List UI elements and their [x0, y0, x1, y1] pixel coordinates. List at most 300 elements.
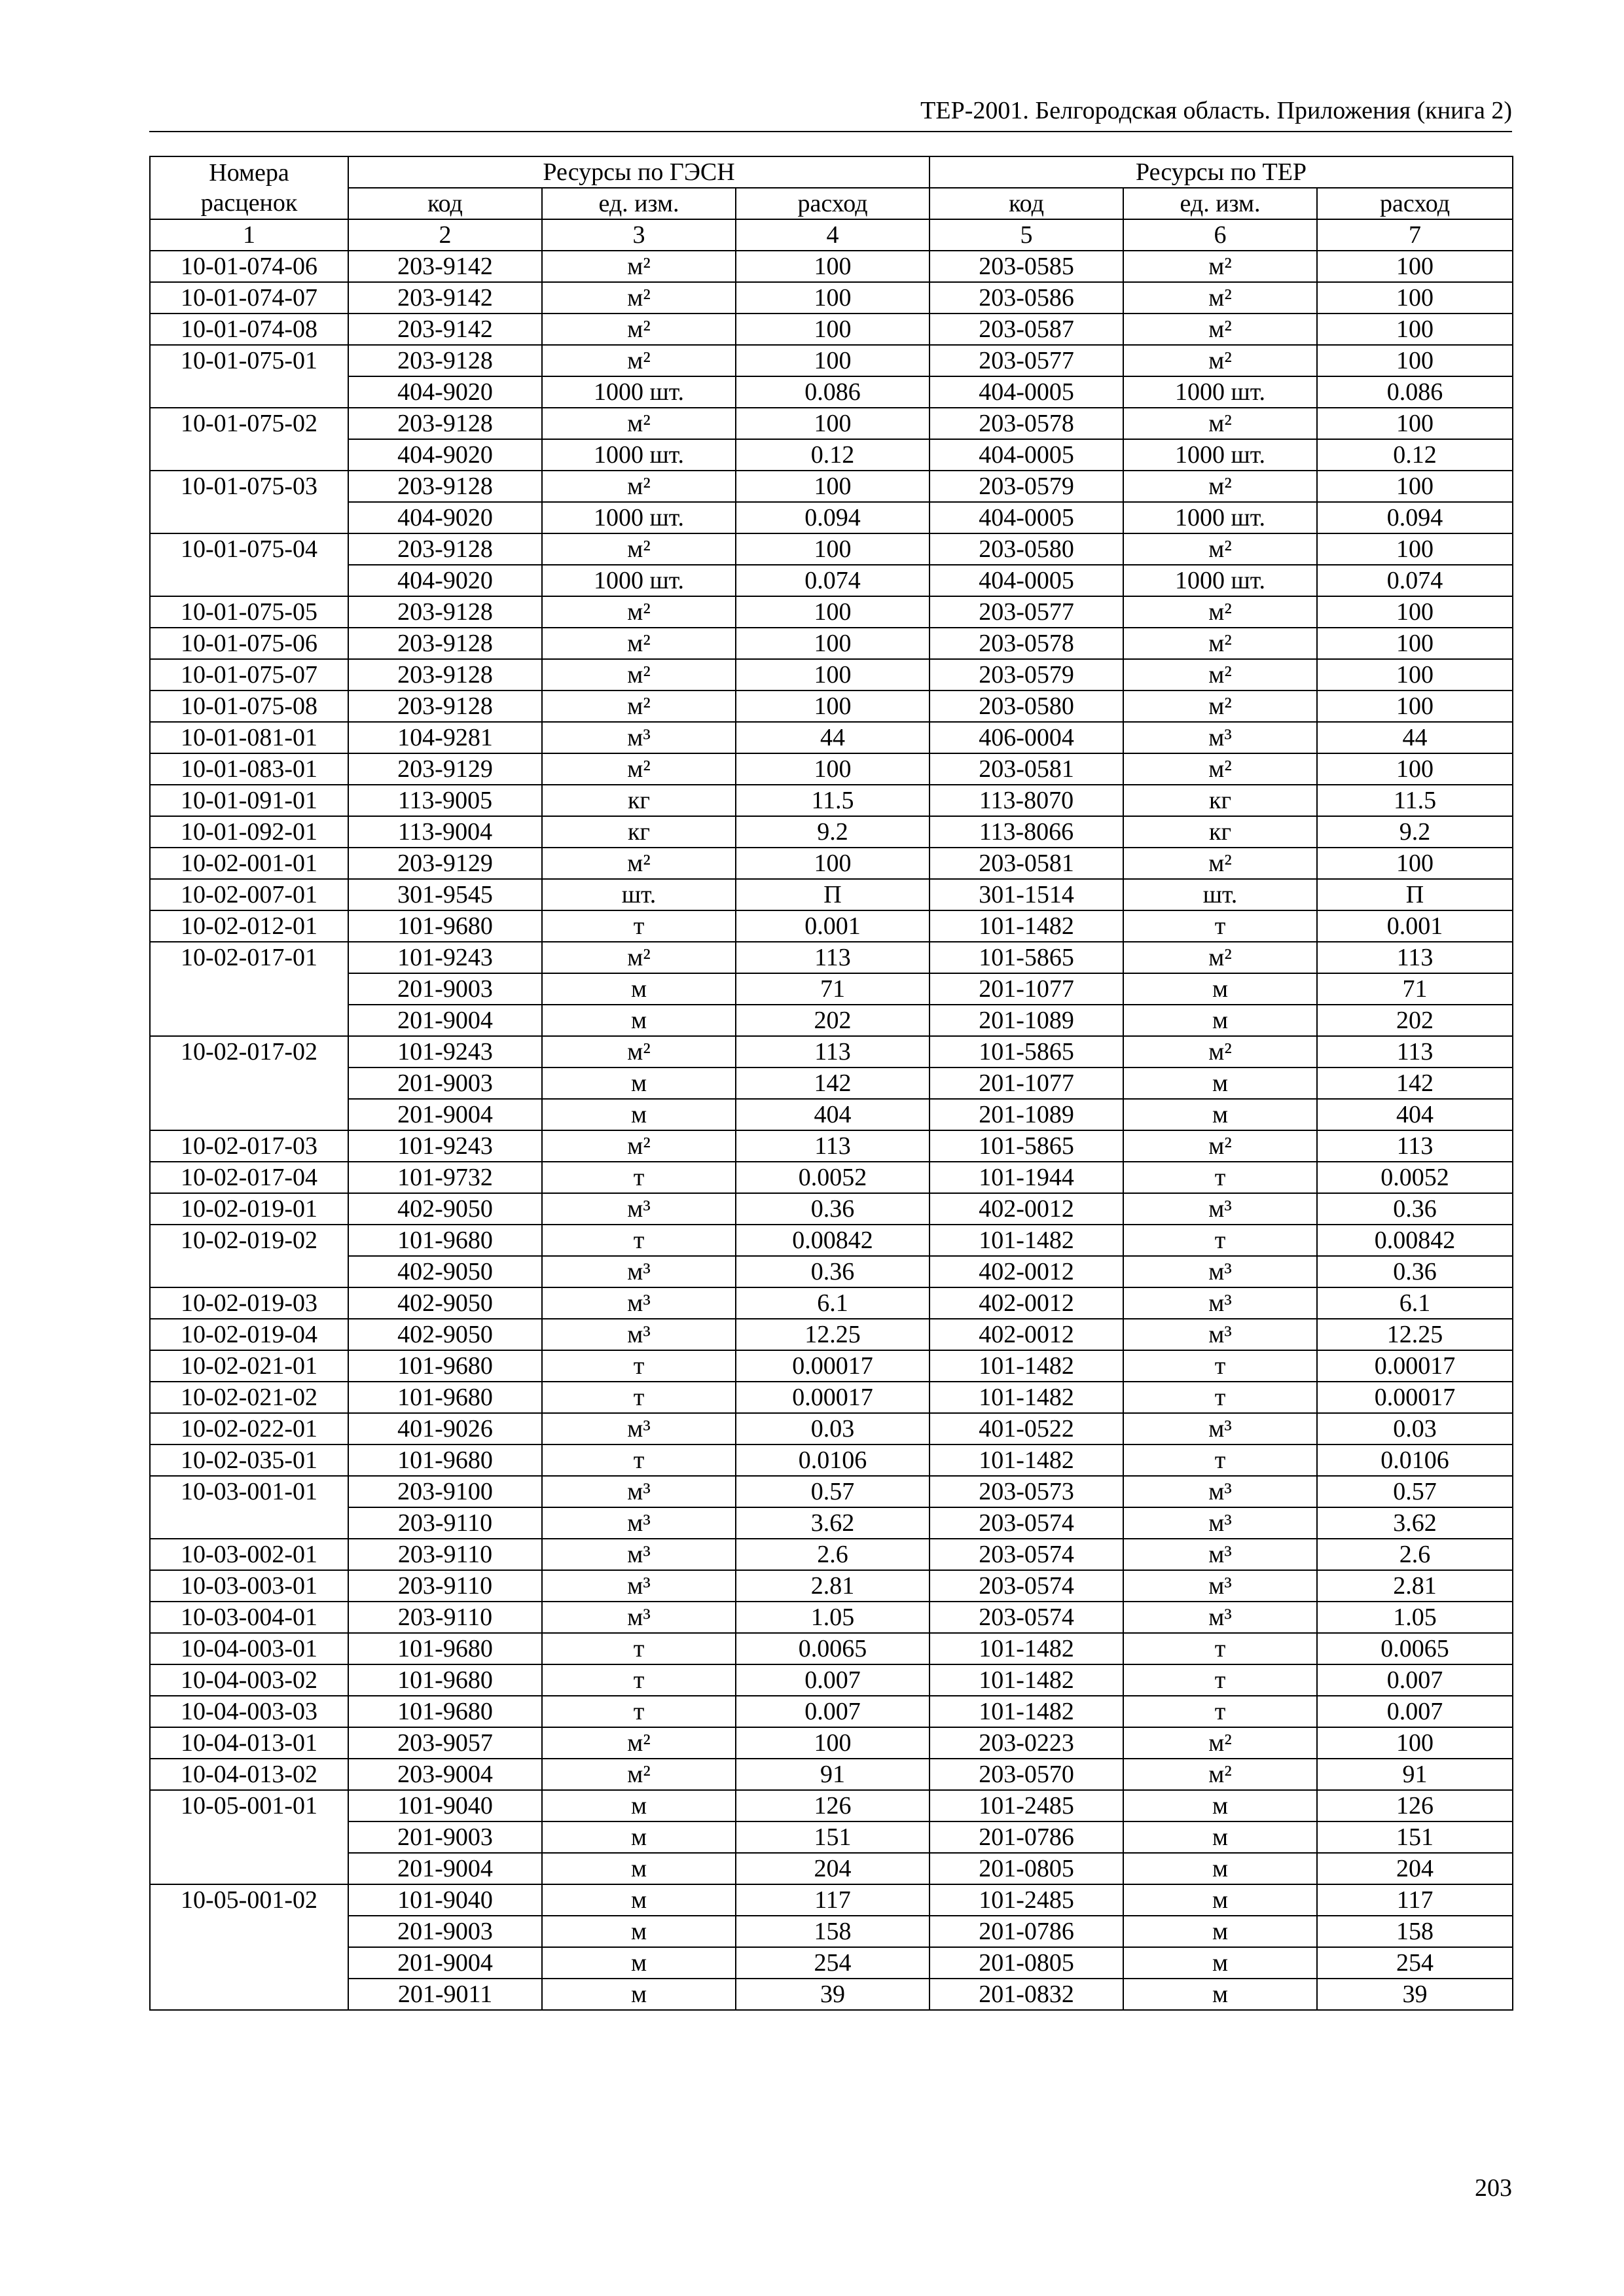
- gesn-quantity-cell: 0.00842: [736, 1225, 929, 1256]
- gesn-quantity-cell: 0.007: [736, 1664, 929, 1696]
- rate-number-cell: 10-02-019-02: [150, 1225, 348, 1256]
- ter-code-cell: 301-1514: [929, 879, 1123, 910]
- gesn-quantity-cell: 0.001: [736, 910, 929, 942]
- ter-quantity-cell: 3.62: [1317, 1507, 1513, 1539]
- gesn-unit-cell: 1000 шт.: [542, 502, 736, 533]
- ter-code-cell: 203-0577: [929, 596, 1123, 628]
- gesn-unit-cell: т: [542, 1633, 736, 1664]
- gesn-code-cell: 201-9004: [348, 1099, 542, 1130]
- ter-unit-cell: м²: [1123, 942, 1317, 973]
- gesn-unit-cell: м²: [542, 1036, 736, 1067]
- table-row: [150, 1539, 1513, 1570]
- gesn-unit-cell: м³: [542, 1287, 736, 1319]
- gesn-quantity-cell: 6.1: [736, 1287, 929, 1319]
- ter-unit-cell: 1000 шт.: [1123, 502, 1317, 533]
- ter-quantity-cell: 100: [1317, 753, 1513, 785]
- ter-unit-cell: т: [1123, 1382, 1317, 1413]
- rate-number-continuation: [150, 1507, 348, 1539]
- ter-unit-cell: м: [1123, 1979, 1317, 2010]
- gesn-unit-cell: м³: [542, 1193, 736, 1225]
- gesn-unit-cell: м: [542, 1947, 736, 1979]
- gesn-quantity-cell: 0.094: [736, 502, 929, 533]
- gesn-unit-cell: м²: [542, 596, 736, 628]
- rate-number-continuation: [150, 439, 348, 471]
- gesn-quantity-cell: 0.36: [736, 1193, 929, 1225]
- ter-unit-cell: 1000 шт.: [1123, 439, 1317, 471]
- ter-code-cell: 201-0805: [929, 1947, 1123, 1979]
- ter-code-cell: 203-0574: [929, 1570, 1123, 1602]
- gesn-unit-cell: м²: [542, 659, 736, 691]
- rate-number-cell: 10-02-019-01: [150, 1193, 348, 1225]
- gesn-unit-header: ед. изм.: [542, 188, 736, 219]
- table-row: [150, 848, 1513, 879]
- column-number: 6: [1123, 219, 1317, 251]
- gesn-quantity-cell: 0.03: [736, 1413, 929, 1444]
- gesn-unit-cell: м: [542, 1790, 736, 1821]
- gesn-code-cell: 201-9004: [348, 1005, 542, 1036]
- gesn-quantity-cell: 1.05: [736, 1602, 929, 1633]
- gesn-quantity-cell: 113: [736, 1036, 929, 1067]
- ter-unit-cell: м: [1123, 1821, 1317, 1853]
- gesn-quantity-cell: 100: [736, 533, 929, 565]
- ter-unit-cell: м: [1123, 973, 1317, 1005]
- ter-unit-cell: кг: [1123, 816, 1317, 848]
- gesn-code-cell: 113-9004: [348, 816, 542, 848]
- gesn-unit-cell: м: [542, 1067, 736, 1099]
- rate-number-continuation: [150, 1099, 348, 1130]
- gesn-quantity-cell: 3.62: [736, 1507, 929, 1539]
- page-number: 203: [1475, 2174, 1512, 2202]
- gesn-code-cell: 203-9129: [348, 753, 542, 785]
- ter-unit-cell: м: [1123, 1947, 1317, 1979]
- rate-number-cell: 10-02-019-04: [150, 1319, 348, 1350]
- table-row: [150, 1005, 1513, 1036]
- rate-number-cell: 10-03-003-01: [150, 1570, 348, 1602]
- ter-quantity-cell: 100: [1317, 408, 1513, 439]
- ter-unit-cell: м: [1123, 1790, 1317, 1821]
- ter-code-cell: 203-0580: [929, 691, 1123, 722]
- ter-code-cell: 401-0522: [929, 1413, 1123, 1444]
- table-row: [150, 533, 1513, 565]
- gesn-code-cell: 101-9040: [348, 1884, 542, 1916]
- gesn-quantity-cell: 100: [736, 1727, 929, 1759]
- gesn-unit-cell: кг: [542, 816, 736, 848]
- table-row: [150, 1036, 1513, 1067]
- gesn-code-cell: 203-9142: [348, 251, 542, 282]
- gesn-unit-cell: м³: [542, 1319, 736, 1350]
- table-row: [150, 1979, 1513, 2010]
- ter-unit-cell: т: [1123, 1633, 1317, 1664]
- header-row-2: [150, 188, 1513, 219]
- table-row: [150, 785, 1513, 816]
- gesn-code-cell: 113-9005: [348, 785, 542, 816]
- gesn-quantity-cell: 44: [736, 722, 929, 753]
- ter-quantity-cell: 0.36: [1317, 1193, 1513, 1225]
- ter-unit-cell: м³: [1123, 722, 1317, 753]
- table-row: [150, 1350, 1513, 1382]
- ter-unit-cell: т: [1123, 1350, 1317, 1382]
- gesn-quantity-cell: 254: [736, 1947, 929, 1979]
- gesn-unit-cell: кг: [542, 785, 736, 816]
- table-row: [150, 1570, 1513, 1602]
- gesn-unit-cell: м: [542, 1853, 736, 1884]
- rate-numbers-header-label: Номера расценок: [200, 159, 298, 217]
- ter-unit-cell: м²: [1123, 1130, 1317, 1162]
- ter-unit-cell: 1000 шт.: [1123, 565, 1317, 596]
- gesn-quantity-cell: 12.25: [736, 1319, 929, 1350]
- gesn-quantity-cell: 117: [736, 1884, 929, 1916]
- gesn-code-cell: 101-9680: [348, 1350, 542, 1382]
- gesn-quantity-cell: 158: [736, 1916, 929, 1947]
- rate-number-cell: 10-03-004-01: [150, 1602, 348, 1633]
- gesn-code-cell: 203-9128: [348, 471, 542, 502]
- gesn-quantity-cell: 91: [736, 1759, 929, 1790]
- gesn-quantity-cell: 100: [736, 345, 929, 376]
- ter-code-cell: 203-0586: [929, 282, 1123, 314]
- gesn-code-cell: 101-9680: [348, 1444, 542, 1476]
- ter-unit-cell: м³: [1123, 1476, 1317, 1507]
- ter-code-cell: 101-2485: [929, 1884, 1123, 1916]
- ter-unit-cell: м³: [1123, 1319, 1317, 1350]
- ter-code-cell: 203-0587: [929, 314, 1123, 345]
- gesn-unit-cell: т: [542, 910, 736, 942]
- ter-unit-cell: м²: [1123, 1759, 1317, 1790]
- column-number: 4: [736, 219, 929, 251]
- gesn-code-cell: 404-9020: [348, 565, 542, 596]
- gesn-code-cell: 401-9026: [348, 1413, 542, 1444]
- rate-number-cell: 10-01-075-06: [150, 628, 348, 659]
- table-row: [150, 1382, 1513, 1413]
- ter-quantity-cell: 0.007: [1317, 1696, 1513, 1727]
- ter-code-cell: 203-0579: [929, 659, 1123, 691]
- ter-quantity-cell: 0.086: [1317, 376, 1513, 408]
- rate-number-cell: 10-01-075-04: [150, 533, 348, 565]
- ter-quantity-cell: 100: [1317, 659, 1513, 691]
- ter-code-cell: 101-2485: [929, 1790, 1123, 1821]
- ter-unit-cell: т: [1123, 1225, 1317, 1256]
- ter-quantity-cell: 100: [1317, 282, 1513, 314]
- gesn-code-cell: 101-9243: [348, 1036, 542, 1067]
- ter-unit-cell: м: [1123, 1884, 1317, 1916]
- ter-quantity-cell: 100: [1317, 596, 1513, 628]
- gesn-quantity-cell: 142: [736, 1067, 929, 1099]
- gesn-unit-cell: м: [542, 1821, 736, 1853]
- gesn-code-cell: 101-9680: [348, 910, 542, 942]
- rate-number-cell: 10-01-075-05: [150, 596, 348, 628]
- table-row: [150, 1664, 1513, 1696]
- rate-number-cell: 10-01-092-01: [150, 816, 348, 848]
- ter-unit-cell: м²: [1123, 753, 1317, 785]
- gesn-unit-cell: м³: [542, 1602, 736, 1633]
- table-head: [150, 156, 1513, 251]
- table-row: [150, 1821, 1513, 1853]
- ter-unit-cell: м³: [1123, 1602, 1317, 1633]
- ter-unit-cell: м²: [1123, 596, 1317, 628]
- rate-number-cell: 10-02-017-04: [150, 1162, 348, 1193]
- ter-quantity-cell: 39: [1317, 1979, 1513, 2010]
- ter-unit-cell: м²: [1123, 533, 1317, 565]
- gesn-code-cell: 203-9057: [348, 1727, 542, 1759]
- gesn-code-cell: 101-9243: [348, 1130, 542, 1162]
- gesn-unit-cell: м: [542, 1884, 736, 1916]
- table-row: [150, 251, 1513, 282]
- ter-code-cell: 101-1482: [929, 910, 1123, 942]
- rate-number-cell: 10-02-001-01: [150, 848, 348, 879]
- table-row: [150, 596, 1513, 628]
- rate-number-continuation: [150, 1256, 348, 1287]
- gesn-code-cell: 203-9110: [348, 1539, 542, 1570]
- gesn-quantity-cell: 0.36: [736, 1256, 929, 1287]
- table-row: [150, 942, 1513, 973]
- gesn-code-cell: 301-9545: [348, 879, 542, 910]
- ter-code-cell: 101-5865: [929, 1130, 1123, 1162]
- ter-unit-cell: 1000 шт.: [1123, 376, 1317, 408]
- gesn-code-header: код: [348, 188, 542, 219]
- ter-unit-cell: м²: [1123, 408, 1317, 439]
- gesn-unit-cell: 1000 шт.: [542, 376, 736, 408]
- ter-quantity-cell: 0.007: [1317, 1664, 1513, 1696]
- rate-number-continuation: [150, 502, 348, 533]
- ter-quantity-cell: 44: [1317, 722, 1513, 753]
- ter-unit-cell: шт.: [1123, 879, 1317, 910]
- rate-number-cell: 10-05-001-02: [150, 1884, 348, 1916]
- ter-code-cell: 201-1089: [929, 1005, 1123, 1036]
- table-row: [150, 1225, 1513, 1256]
- ter-unit-cell: т: [1123, 910, 1317, 942]
- gesn-code-cell: 203-9128: [348, 691, 542, 722]
- table-row: [150, 565, 1513, 596]
- gesn-code-cell: 203-9128: [348, 345, 542, 376]
- gesn-unit-cell: 1000 шт.: [542, 439, 736, 471]
- gesn-quantity-cell: 0.00017: [736, 1382, 929, 1413]
- gesn-quantity-cell: 113: [736, 942, 929, 973]
- ter-code-cell: 203-0570: [929, 1759, 1123, 1790]
- gesn-quantity-cell: 0.0065: [736, 1633, 929, 1664]
- ter-unit-cell: м²: [1123, 314, 1317, 345]
- ter-code-cell: 101-1482: [929, 1664, 1123, 1696]
- ter-quantity-cell: 151: [1317, 1821, 1513, 1853]
- rate-number-cell: 10-02-021-02: [150, 1382, 348, 1413]
- table-row: [150, 659, 1513, 691]
- gesn-unit-cell: т: [542, 1350, 736, 1382]
- gesn-code-cell: 104-9281: [348, 722, 542, 753]
- ter-code-cell: 404-0005: [929, 439, 1123, 471]
- rate-number-cell: 10-04-003-03: [150, 1696, 348, 1727]
- ter-code-cell: 402-0012: [929, 1319, 1123, 1350]
- gesn-quantity-cell: 100: [736, 753, 929, 785]
- ter-code-cell: 203-0574: [929, 1602, 1123, 1633]
- column-number: 2: [348, 219, 542, 251]
- gesn-quantity-cell: 9.2: [736, 816, 929, 848]
- ter-code-cell: 203-0578: [929, 628, 1123, 659]
- ter-quantity-cell: 91: [1317, 1759, 1513, 1790]
- gesn-code-cell: 201-9003: [348, 1916, 542, 1947]
- ter-unit-cell: м: [1123, 1853, 1317, 1884]
- ter-code-cell: 203-0581: [929, 848, 1123, 879]
- gesn-resources-header: Ресурсы по ГЭСН: [348, 156, 929, 188]
- gesn-unit-cell: шт.: [542, 879, 736, 910]
- gesn-unit-cell: м²: [542, 1727, 736, 1759]
- ter-unit-cell: т: [1123, 1444, 1317, 1476]
- ter-unit-cell: м²: [1123, 1727, 1317, 1759]
- gesn-code-cell: 101-9680: [348, 1664, 542, 1696]
- ter-quantity-cell: 0.074: [1317, 565, 1513, 596]
- ter-quantity-cell: 100: [1317, 1727, 1513, 1759]
- ter-quantity-cell: 0.0065: [1317, 1633, 1513, 1664]
- rate-number-cell: 10-01-074-08: [150, 314, 348, 345]
- ter-code-cell: 406-0004: [929, 722, 1123, 753]
- gesn-quantity-cell: 100: [736, 596, 929, 628]
- gesn-code-cell: 402-9050: [348, 1193, 542, 1225]
- ter-code-cell: 404-0005: [929, 502, 1123, 533]
- rate-number-cell: 10-01-075-02: [150, 408, 348, 439]
- ter-quantity-cell: 0.001: [1317, 910, 1513, 942]
- rate-number-continuation: [150, 973, 348, 1005]
- ter-code-cell: 101-1482: [929, 1696, 1123, 1727]
- gesn-unit-cell: м³: [542, 722, 736, 753]
- rate-number-cell: 10-04-013-02: [150, 1759, 348, 1790]
- table-row: [150, 1130, 1513, 1162]
- ter-unit-cell: м³: [1123, 1570, 1317, 1602]
- rate-number-cell: 10-01-081-01: [150, 722, 348, 753]
- ter-unit-cell: м³: [1123, 1413, 1317, 1444]
- gesn-quantity-cell: 126: [736, 1790, 929, 1821]
- rate-number-cell: 10-04-013-01: [150, 1727, 348, 1759]
- gesn-unit-cell: т: [542, 1444, 736, 1476]
- rate-number-continuation: [150, 1067, 348, 1099]
- rate-number-cell: 10-02-021-01: [150, 1350, 348, 1382]
- ter-quantity-cell: 12.25: [1317, 1319, 1513, 1350]
- ter-quantity-cell: 126: [1317, 1790, 1513, 1821]
- gesn-quantity-cell: 202: [736, 1005, 929, 1036]
- ter-code-cell: 101-5865: [929, 1036, 1123, 1067]
- ter-quantity-cell: 100: [1317, 848, 1513, 879]
- ter-quantity-cell: 0.12: [1317, 439, 1513, 471]
- gesn-code-cell: 201-9004: [348, 1853, 542, 1884]
- ter-unit-cell: м: [1123, 1005, 1317, 1036]
- rate-number-cell: 10-02-012-01: [150, 910, 348, 942]
- rate-number-continuation: [150, 1821, 348, 1853]
- rate-number-cell: 10-03-002-01: [150, 1539, 348, 1570]
- table-row: [150, 879, 1513, 910]
- ter-quantity-cell: 11.5: [1317, 785, 1513, 816]
- ter-quantity-cell: 71: [1317, 973, 1513, 1005]
- ter-unit-cell: м: [1123, 1067, 1317, 1099]
- ter-code-cell: 201-0786: [929, 1821, 1123, 1853]
- rate-number-cell: 10-02-035-01: [150, 1444, 348, 1476]
- rate-number-cell: 10-02-017-01: [150, 942, 348, 973]
- gesn-unit-cell: м³: [542, 1507, 736, 1539]
- gesn-quantity-cell: 404: [736, 1099, 929, 1130]
- ter-code-cell: 201-1077: [929, 1067, 1123, 1099]
- table-row: [150, 1884, 1513, 1916]
- rate-number-continuation: [150, 1979, 348, 2010]
- gesn-code-cell: 203-9128: [348, 628, 542, 659]
- rate-number-cell: 10-01-075-08: [150, 691, 348, 722]
- ter-unit-cell: м²: [1123, 251, 1317, 282]
- ter-code-cell: 101-1482: [929, 1633, 1123, 1664]
- ter-quantity-cell: 142: [1317, 1067, 1513, 1099]
- gesn-quantity-cell: 100: [736, 282, 929, 314]
- ter-quantity-cell: 0.03: [1317, 1413, 1513, 1444]
- table-row: [150, 314, 1513, 345]
- gesn-code-cell: 201-9003: [348, 1821, 542, 1853]
- rate-number-continuation: [150, 1916, 348, 1947]
- gesn-quantity-cell: 2.6: [736, 1539, 929, 1570]
- table-row: [150, 376, 1513, 408]
- gesn-quantity-cell: 2.81: [736, 1570, 929, 1602]
- gesn-unit-cell: м³: [542, 1413, 736, 1444]
- ter-quantity-cell: 1.05: [1317, 1602, 1513, 1633]
- gesn-quantity-cell: 39: [736, 1979, 929, 2010]
- gesn-unit-cell: м²: [542, 628, 736, 659]
- table-row: [150, 408, 1513, 439]
- table-row: [150, 628, 1513, 659]
- table-row: [150, 1916, 1513, 1947]
- ter-quantity-cell: 158: [1317, 1916, 1513, 1947]
- ter-unit-cell: м³: [1123, 1193, 1317, 1225]
- gesn-quantity-cell: П: [736, 879, 929, 910]
- ter-quantity-cell: 6.1: [1317, 1287, 1513, 1319]
- gesn-code-cell: 203-9128: [348, 596, 542, 628]
- rate-number-cell: 10-04-003-02: [150, 1664, 348, 1696]
- gesn-quantity-cell: 71: [736, 973, 929, 1005]
- rate-number-continuation: [150, 376, 348, 408]
- gesn-unit-cell: т: [542, 1382, 736, 1413]
- rate-number-cell: 10-05-001-01: [150, 1790, 348, 1821]
- gesn-unit-cell: м: [542, 1099, 736, 1130]
- table-row: [150, 1853, 1513, 1884]
- gesn-code-cell: 101-9732: [348, 1162, 542, 1193]
- column-number-row: [150, 219, 1513, 251]
- ter-code-cell: 201-0805: [929, 1853, 1123, 1884]
- rate-number-cell: 10-01-075-07: [150, 659, 348, 691]
- resources-table-container: [149, 156, 1512, 2011]
- ter-code-cell: 203-0585: [929, 251, 1123, 282]
- rate-number-cell: 10-02-017-02: [150, 1036, 348, 1067]
- ter-quantity-cell: 204: [1317, 1853, 1513, 1884]
- ter-unit-cell: м²: [1123, 471, 1317, 502]
- rate-number-cell: 10-01-074-06: [150, 251, 348, 282]
- gesn-quantity-cell: 151: [736, 1821, 929, 1853]
- ter-unit-cell: м: [1123, 1916, 1317, 1947]
- gesn-code-cell: 201-9003: [348, 973, 542, 1005]
- gesn-quantity-cell: 0.00017: [736, 1350, 929, 1382]
- ter-code-cell: 203-0573: [929, 1476, 1123, 1507]
- table-row: [150, 1633, 1513, 1664]
- table-row: [150, 282, 1513, 314]
- table-row: [150, 816, 1513, 848]
- gesn-code-cell: 101-9243: [348, 942, 542, 973]
- table-row: [150, 345, 1513, 376]
- ter-code-cell: 402-0012: [929, 1193, 1123, 1225]
- table-row: [150, 1790, 1513, 1821]
- gesn-unit-cell: м²: [542, 314, 736, 345]
- table-row: [150, 910, 1513, 942]
- gesn-code-cell: 101-9680: [348, 1633, 542, 1664]
- ter-quantity-cell: 2.6: [1317, 1539, 1513, 1570]
- gesn-code-cell: 203-9142: [348, 314, 542, 345]
- ter-code-cell: 404-0005: [929, 565, 1123, 596]
- rate-number-continuation: [150, 565, 348, 596]
- gesn-unit-cell: м²: [542, 1130, 736, 1162]
- ter-code-cell: 201-0832: [929, 1979, 1123, 2010]
- ter-unit-cell: т: [1123, 1162, 1317, 1193]
- ter-quantity-cell: 0.36: [1317, 1256, 1513, 1287]
- gesn-code-cell: 201-9011: [348, 1979, 542, 2010]
- gesn-unit-cell: м³: [542, 1476, 736, 1507]
- ter-quantity-cell: 113: [1317, 1130, 1513, 1162]
